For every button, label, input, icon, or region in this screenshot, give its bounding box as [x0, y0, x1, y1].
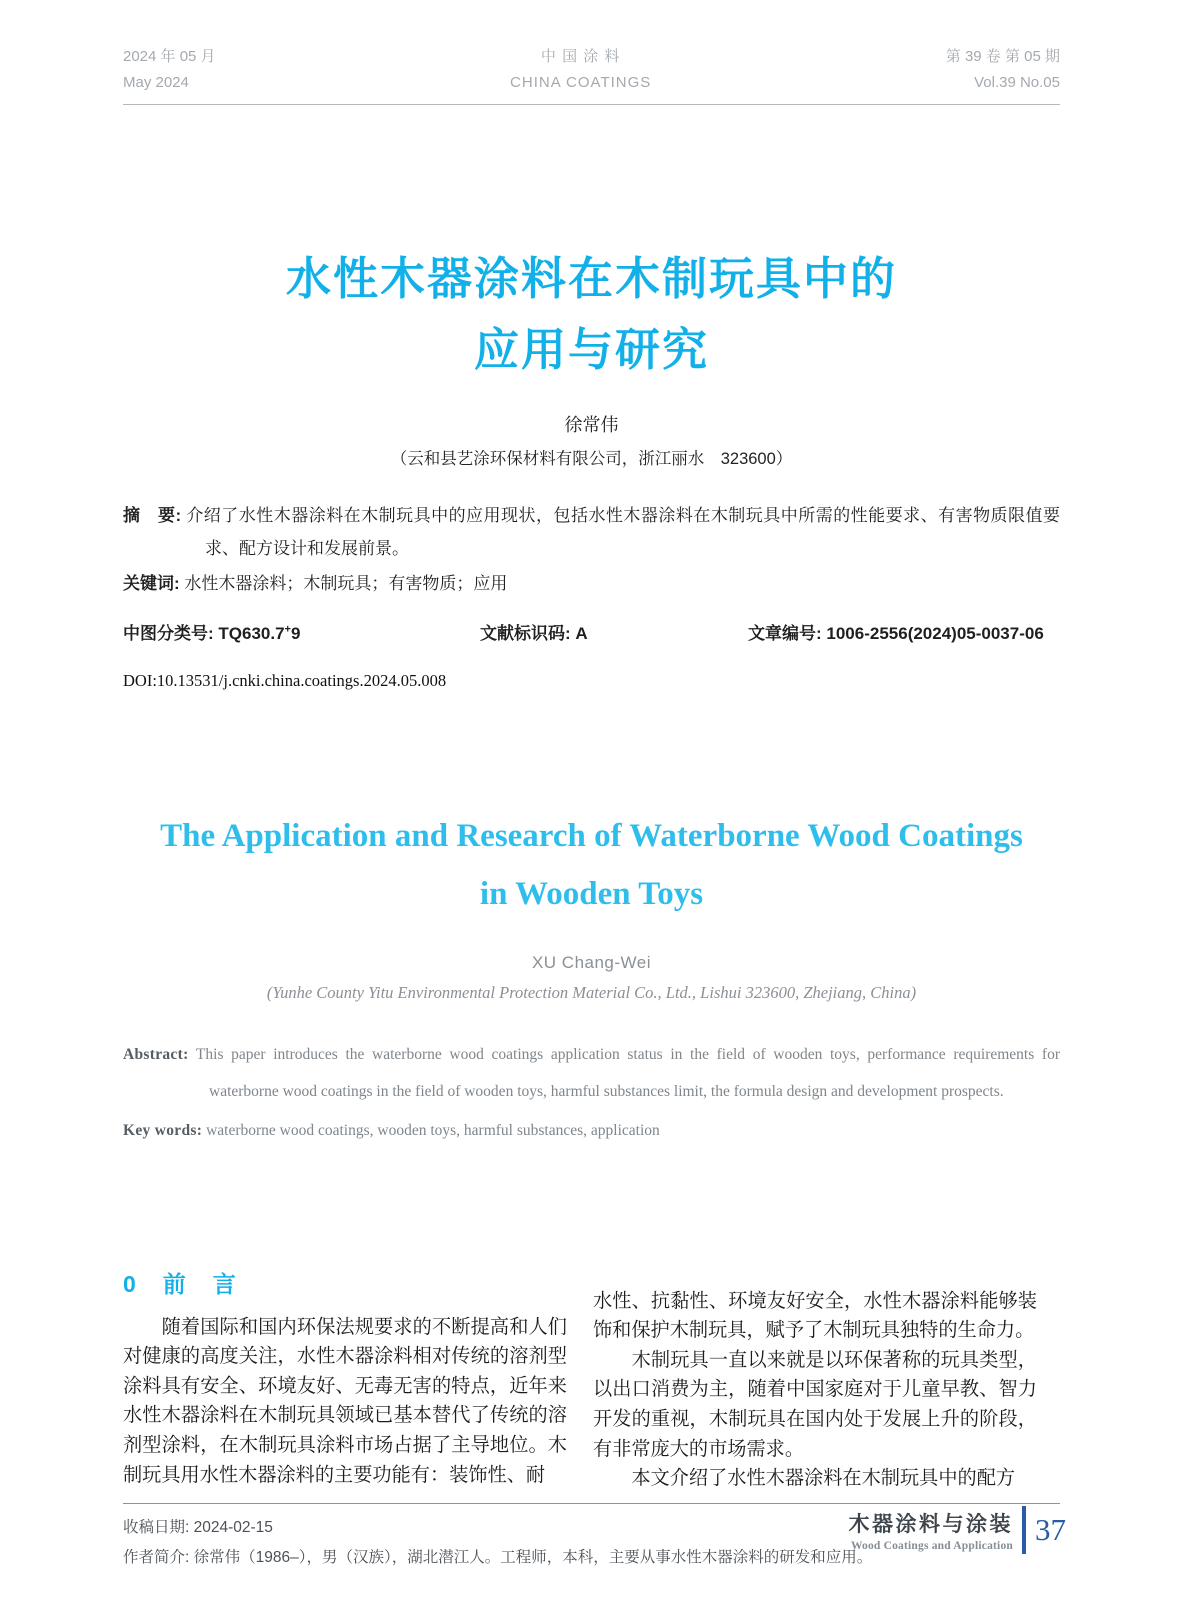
issue-en: Vol.39 No.05: [974, 73, 1060, 91]
body-column-right: [593, 1266, 1037, 1494]
document-code-value: A: [575, 623, 588, 643]
footer-column-cn: 木器涂料与涂装: [848, 1513, 1013, 1536]
author-en: XU Chang-Wei: [531, 953, 652, 973]
article-title-cn-line2: 应用与研究: [473, 324, 709, 376]
affiliation-en: (Yunhe County Yitu Environmental Protection Material Co., Ltd., Lishui 323600, Zhejiang, China): [266, 983, 917, 1003]
clc-number: [123, 617, 480, 650]
article-title-en-line1: The Application and Research of Waterborne Wood Coatings: [160, 817, 1023, 854]
article-title-cn-line1: 水性木器涂料在木制玩具中的: [285, 253, 897, 304]
classification-row: [123, 617, 1060, 650]
keywords-en: [123, 1113, 1060, 1150]
doi: DOI:10.13531/j.cnki.china.coatings.2024.05.008: [123, 670, 447, 690]
running-head-date: [123, 44, 216, 95]
intro-paragraph-left: 随着国际和国内环保法规要求的不断提高和人们对健康的高度关注，水性木器涂料相对传统的溶剂型涂料具有安全、环境友好、无毒无害的特点，近年来水性木器涂料在木制玩具领域已基本替代了传统的溶剂型涂料，在木制玩具涂料市场占据了主导地位。木制玩具用水性木器涂料的主要功能有：装饰性、耐: [123, 1316, 567, 1486]
body-columns: [123, 1266, 1060, 1494]
keywords-en-label: Key words:: [123, 1121, 203, 1139]
article-title-en-line2: in Wooden Toys: [479, 876, 704, 912]
abstract-en: [123, 1037, 1060, 1111]
keywords-cn-label: 关键词:: [123, 574, 185, 594]
clc-tail: 9: [290, 623, 301, 643]
received-date-value: 2024-02-15: [193, 1518, 273, 1536]
footer-divider-bar: [1022, 1506, 1026, 1554]
keywords-en-text: waterborne wood coatings, wooden toys, harmful substances, application: [202, 1121, 660, 1139]
author-bio-value: 徐常伟（1986–），男（汉族），湖北潜江人。工程师，本科，主要从事水性木器涂料的研发和应用。: [193, 1549, 873, 1567]
clc-superscript: +: [284, 622, 291, 635]
abstract-cn-label: 摘 要:: [123, 506, 187, 526]
journal-name-en: CHINA COATINGS: [510, 73, 652, 91]
running-head-issue: [946, 44, 1060, 95]
intro-paragraph-right-2: 木制玩具一直以来就是以环保著称的玩具类型，以出口消费为主，随着中国家庭对于儿童早教、智力开发的重视，木制玩具在国内处于发展上升的阶段，有非常庞大的市场需求。: [593, 1349, 1037, 1460]
intro-paragraph-right-1: 水性、抗黏性、环境友好安全，水性木器涂料能够装饰和保护木制玩具，赋予了木制玩具独特的生命力。: [593, 1290, 1037, 1342]
article-id: [748, 617, 1060, 650]
author-bio-label: 作者简介:: [123, 1549, 194, 1567]
abstract-cn: [123, 499, 1060, 565]
section-heading-introduction: 0 前 言: [123, 1270, 238, 1297]
article-title-cn: [123, 243, 1060, 385]
article-title-en: [123, 807, 1060, 923]
footer-column-en: Wood Coatings and Application: [850, 1540, 1013, 1552]
abstract-en-label: Abstract:: [123, 1046, 189, 1064]
page-footer: [849, 1506, 1067, 1554]
keywords-cn-text: 水性木器涂料；木制玩具；有害物质；应用: [184, 574, 508, 594]
page-number: 37: [1035, 1512, 1066, 1547]
abstract-block-cn: [123, 499, 1060, 697]
footer-column-title: [849, 1508, 1014, 1552]
document-code-label: 文献标识码:: [480, 623, 576, 643]
keywords-cn: [123, 567, 1060, 600]
article-id-label: 文章编号:: [748, 623, 827, 643]
running-head: [123, 0, 1060, 105]
received-date-label: 收稿日期:: [123, 1518, 194, 1536]
issue-cn: 第 39 卷 第 05 期: [945, 48, 1060, 65]
date-cn: 2024 年 05 月: [123, 48, 216, 65]
abstract-en-text: This paper introduces the waterborne wood coatings application status in the field of wooden toys, performance requirements for waterborne wood coatings in the field of wooden toys, harmful substances limit, the formula design and development prospects.: [188, 1046, 1060, 1100]
intro-paragraph-right-3: 本文介绍了水性木器涂料在木制玩具中的配方: [593, 1468, 1016, 1490]
document-code: [480, 617, 748, 650]
clc-label: 中图分类号:: [123, 623, 219, 643]
article-id-value: 1006-2556(2024)05-0037-06: [826, 623, 1044, 643]
running-head-journal: [510, 44, 651, 95]
journal-name-cn: 中 国 涂 料: [540, 48, 621, 65]
abstract-cn-text: 介绍了水性木器涂料在木制玩具中的应用现状，包括水性木器涂料在木制玩具中所需的性能要求、有害物质限值要求、配方设计和发展前景。: [186, 506, 1061, 559]
author-cn: 徐常伟: [564, 415, 619, 436]
date-en: May 2024: [123, 73, 189, 91]
clc-value: TQ630.7: [218, 623, 285, 643]
body-column-left: [123, 1266, 567, 1494]
abstract-block-en: [123, 1037, 1060, 1150]
affiliation-cn: （云和县艺涂环保材料有限公司，浙江丽水 323600）: [390, 450, 793, 469]
